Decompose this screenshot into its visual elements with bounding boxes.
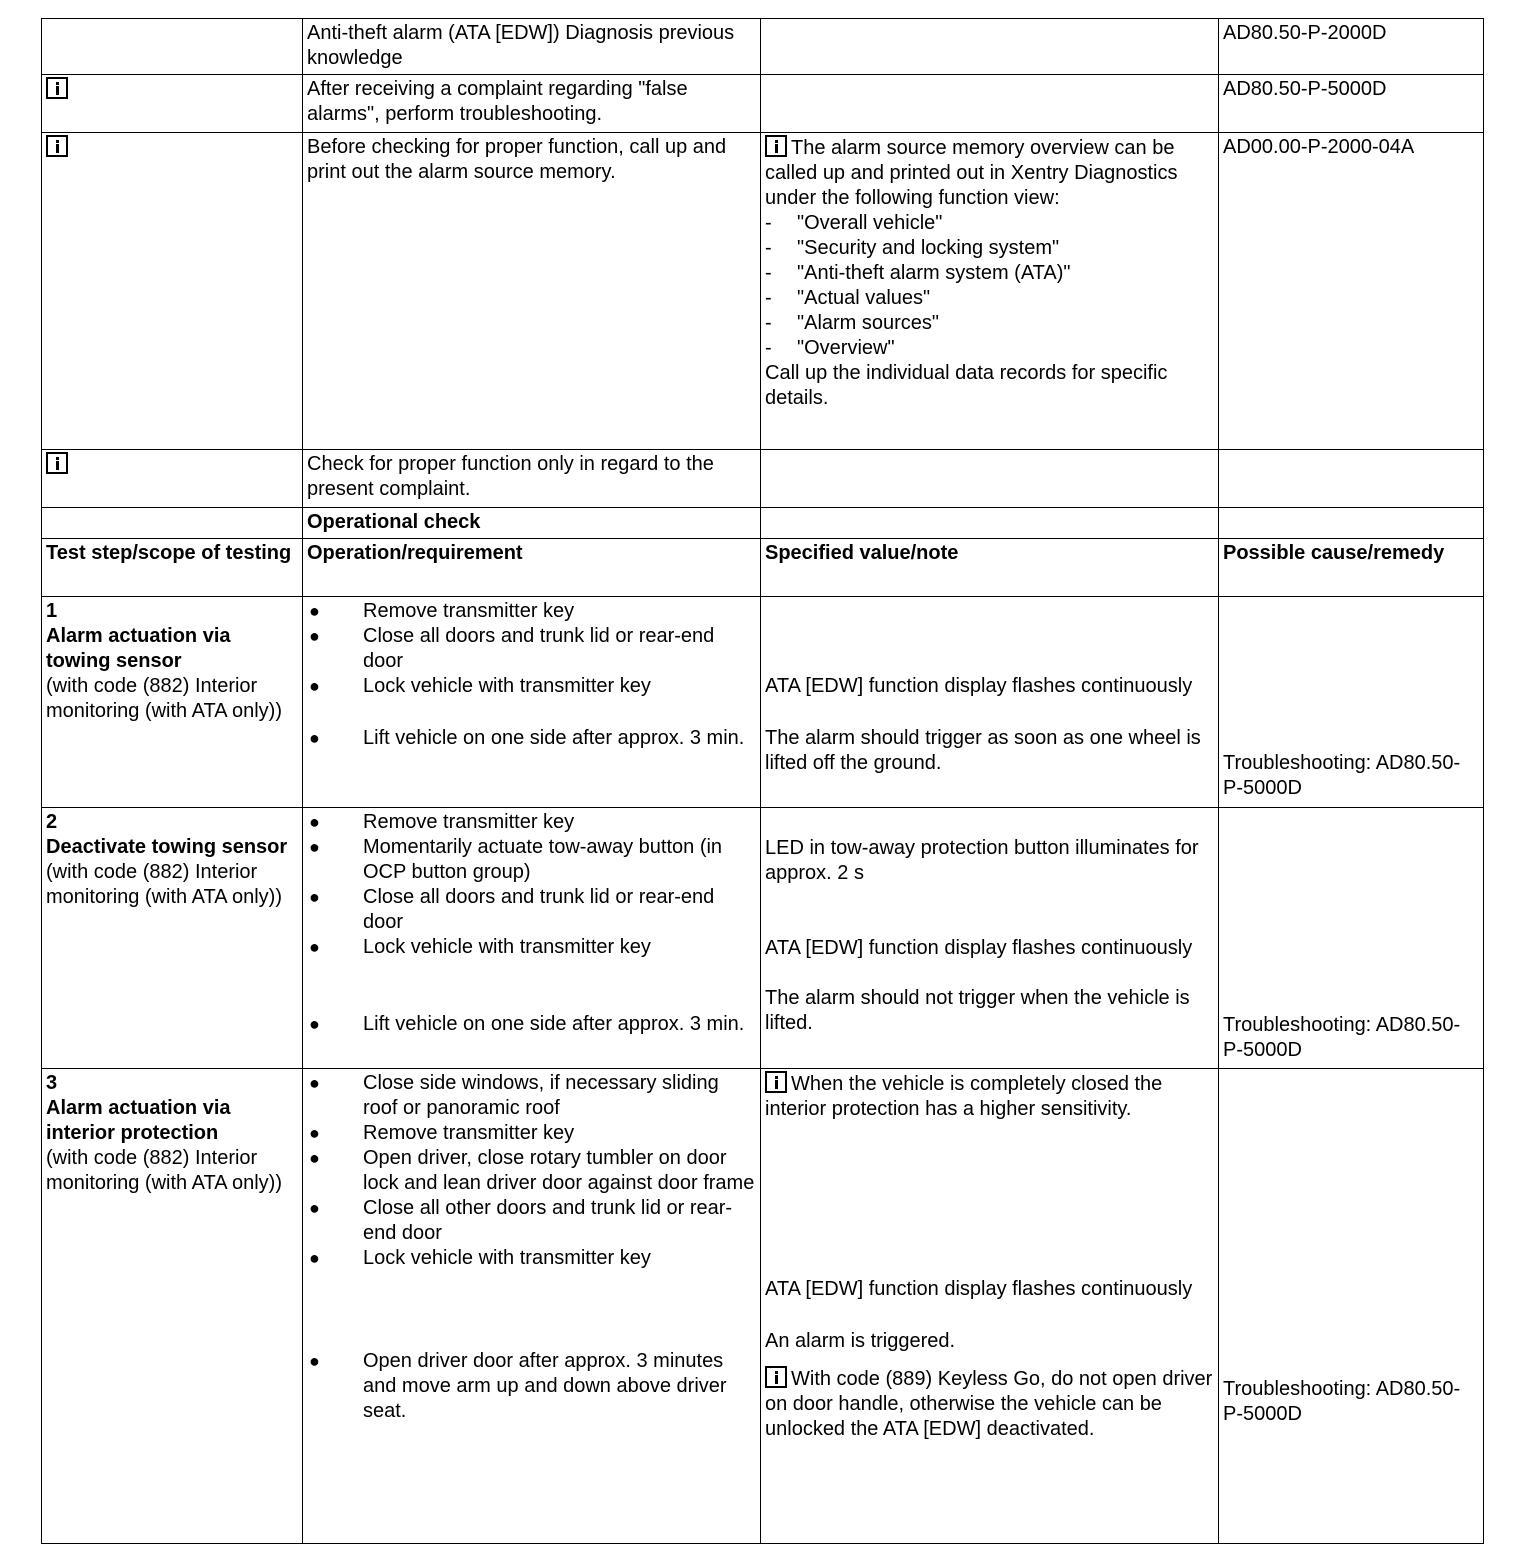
- remedy-cell: [1219, 808, 1484, 1069]
- step-condition: (with code (882) Interior monitoring (with ATA only)): [46, 861, 283, 908]
- step-condition: (with code (882) Interior monitoring (with ATA only)): [46, 675, 283, 722]
- remedy-cell: [1219, 450, 1484, 508]
- list-item: - "Alarm sources": [765, 311, 1214, 336]
- test-procedure-table: [41, 18, 1484, 1544]
- step-cell: [42, 597, 303, 808]
- note-text: When the vehicle is completely closed the interior protection has a higher sensitivity.: [765, 1073, 1163, 1120]
- table-row: [42, 19, 1484, 75]
- operation-cell: Anti-theft alarm (ATA [EDW]) Diagnosis previous knowledge: [303, 19, 761, 75]
- remedy-text: Troubleshooting: AD80.50-P-5000D: [1223, 1378, 1461, 1425]
- value-text: The alarm should trigger as soon as one wheel is lifted off the ground.: [765, 727, 1201, 774]
- list-item: ● Remove transmitter key: [307, 810, 756, 835]
- operation-cell: [303, 808, 761, 1069]
- info-icon: [46, 452, 68, 474]
- step-title: Alarm actuation via towing sensor: [46, 625, 231, 672]
- operation-list: [307, 1071, 756, 1424]
- list-item: ● Close all other doors and trunk lid or rear-end door: [307, 1196, 756, 1246]
- list-item: ● Lock vehicle with transmitter key: [307, 935, 756, 960]
- step-number: 2: [46, 811, 58, 833]
- step-cell: [42, 1069, 303, 1544]
- table-row: [42, 1069, 1484, 1544]
- value-cell: [761, 133, 1219, 450]
- table-row: [42, 808, 1484, 1069]
- note-text: With code (889) Keyless Go, do not open driver on door handle, otherwise the vehicle can be unlocked the ATA [EDW] deactivated.: [765, 1368, 1213, 1440]
- table-row: [42, 508, 1484, 539]
- list-item: - "Actual values": [765, 286, 1214, 311]
- value-text: LED in tow-away protection button illuminates for approx. 2 s: [765, 837, 1199, 884]
- remedy-cell: [1219, 508, 1484, 539]
- remedy-cell: [1219, 1069, 1484, 1544]
- header-remedy: Possible cause/remedy: [1219, 539, 1484, 597]
- info-icon: [46, 135, 68, 157]
- header-step: Test step/scope of testing: [42, 539, 303, 597]
- remedy-cell: AD80.50-P-5000D: [1219, 75, 1484, 133]
- step-cell: [42, 133, 303, 450]
- info-icon: [765, 1366, 787, 1388]
- section-heading: Operational check: [303, 508, 761, 539]
- remedy-cell: [1219, 597, 1484, 808]
- value-cell: [761, 1069, 1219, 1544]
- list-item: ● Lock vehicle with transmitter key: [307, 674, 756, 699]
- table-row: [42, 75, 1484, 133]
- step-number: 3: [46, 1072, 58, 1094]
- step-number: 1: [46, 600, 58, 622]
- remedy-text: Troubleshooting: AD80.50-P-5000D: [1223, 752, 1461, 799]
- note-text: Call up the individual data records for specific details.: [765, 362, 1168, 409]
- info-icon: [765, 135, 787, 157]
- function-path-list: [765, 211, 1214, 361]
- info-icon: [46, 77, 68, 99]
- value-cell: [761, 19, 1219, 75]
- step-title: Deactivate towing sensor: [46, 836, 288, 858]
- value-cell: [761, 808, 1219, 1069]
- operation-list: [307, 599, 756, 751]
- operation-cell: Check for proper function only in regard to the present complaint.: [303, 450, 761, 508]
- value-cell: [761, 75, 1219, 133]
- value-cell: [761, 508, 1219, 539]
- step-condition: (with code (882) Interior monitoring (with ATA only)): [46, 1147, 283, 1194]
- table-header-row: [42, 539, 1484, 597]
- step-cell: [42, 19, 303, 75]
- value-text: ATA [EDW] function display flashes continuously: [765, 1278, 1193, 1300]
- table-row: [42, 450, 1484, 508]
- list-item: ● Remove transmitter key: [307, 1121, 756, 1146]
- list-item: ● Remove transmitter key: [307, 599, 756, 624]
- value-text: ATA [EDW] function display flashes continuously: [765, 675, 1193, 697]
- list-item: ● Open driver door after approx. 3 minutes and move arm up and down above driver seat.: [307, 1349, 756, 1424]
- list-item: ● Lift vehicle on one side after approx. 3 min.: [307, 1012, 756, 1037]
- list-item: ● Open driver, close rotary tumbler on door lock and lean driver door against door frame: [307, 1146, 756, 1196]
- value-text: An alarm is triggered.: [765, 1330, 956, 1352]
- list-item: ● Lift vehicle on one side after approx. 3 min.: [307, 726, 756, 751]
- operation-list: [307, 810, 756, 1037]
- step-cell: [42, 450, 303, 508]
- operation-cell: After receiving a complaint regarding "false alarms", perform troubleshooting.: [303, 75, 761, 133]
- remedy-cell: AD80.50-P-2000D: [1219, 19, 1484, 75]
- list-item: - "Anti-theft alarm system (ATA)": [765, 261, 1214, 286]
- value-cell: [761, 450, 1219, 508]
- info-icon: [765, 1071, 787, 1093]
- value-text: The alarm should not trigger when the vehicle is lifted.: [765, 987, 1190, 1034]
- list-item: - "Overall vehicle": [765, 211, 1214, 236]
- list-item: - "Overview": [765, 336, 1214, 361]
- list-item: ● Momentarily actuate tow-away button (in OCP button group): [307, 835, 756, 885]
- step-title: Alarm actuation via interior protection: [46, 1097, 231, 1144]
- operation-cell: [303, 1069, 761, 1544]
- remedy-text: Troubleshooting: AD80.50-P-5000D: [1223, 1014, 1461, 1061]
- list-item: - "Security and locking system": [765, 236, 1214, 261]
- operation-cell: [303, 597, 761, 808]
- step-cell: [42, 508, 303, 539]
- list-item: ● Lock vehicle with transmitter key: [307, 1246, 756, 1271]
- table-row: [42, 133, 1484, 450]
- list-item: ● Close side windows, if necessary sliding roof or panoramic roof: [307, 1071, 756, 1121]
- remedy-cell: AD00.00-P-2000-04A: [1219, 133, 1484, 450]
- note-text: The alarm source memory overview can be called up and printed out in Xentry Diagnostics under the following function view:: [765, 137, 1178, 209]
- table-row: [42, 597, 1484, 808]
- value-cell: [761, 597, 1219, 808]
- operation-cell: Before checking for proper function, call up and print out the alarm source memory.: [303, 133, 761, 450]
- header-operation: Operation/requirement: [303, 539, 761, 597]
- step-cell: [42, 808, 303, 1069]
- list-item: ● Close all doors and trunk lid or rear-end door: [307, 624, 756, 674]
- list-item: ● Close all doors and trunk lid or rear-end door: [307, 885, 756, 935]
- value-text: ATA [EDW] function display flashes continuously: [765, 937, 1193, 959]
- header-value: Specified value/note: [761, 539, 1219, 597]
- step-cell: [42, 75, 303, 133]
